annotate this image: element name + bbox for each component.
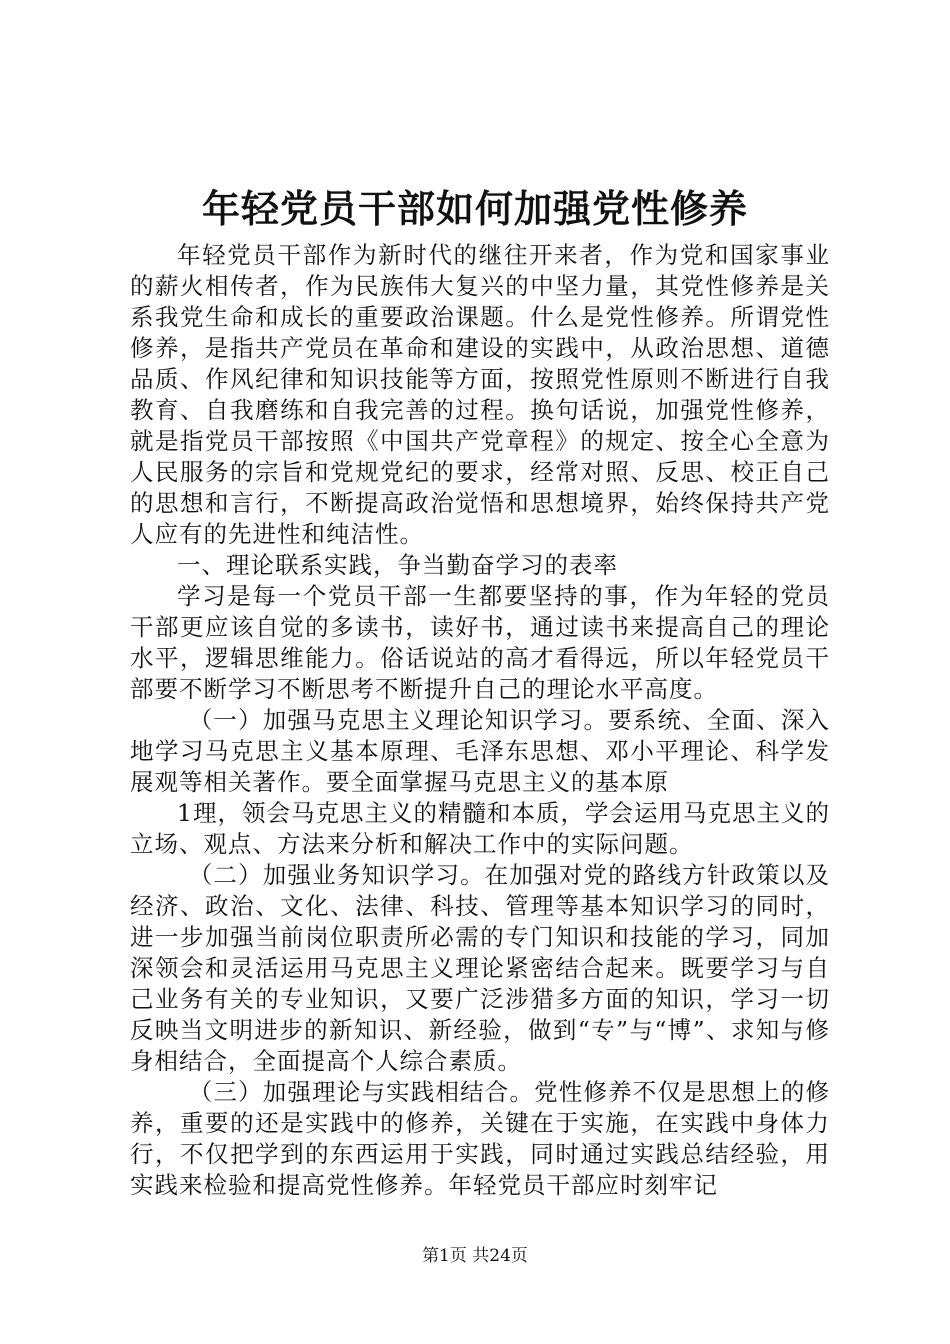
paragraph-intro: 年轻党员干部作为新时代的继往开来者，作为党和国家事业的薪火相传者，作为民族伟大复兴的中坚力量，其党性修养是关系我党生命和成长的重要政治课题。什么是党性修养。所谓党性修养，是指共产党员在革命和建设的实践中，从政治思想、道德品质、作风纪律和知识技能等方面，按照党性原则不断进行自我教育、自我磨练和自我完善的过程。换句话说，加强党性修养，就是指党员干部按照《中国共产党章程》的规定、按全心全意为人民服务的宗旨和党规党纪的要求，经常对照、反思、校正自己的思想和言行，不断提高政治觉悟和思想境界，始终保持共产党人应有的先进性和纯洁性。 [130,241,830,548]
page-number-footer: 第1页 共24页 [422,1246,528,1266]
document-title: 年轻党员干部如何加强党性修养 [201,186,748,231]
paragraph-subsection-1-continued: 1理，领会马克思主义的精髓和本质，学会运用马克思主义的立场、观点、方法来分析和解决工作中的实际问题。 [130,799,830,858]
paragraph-subsection-2: （二）加强业务知识学习。在加强对党的路线方针政策以及经济、政治、文化、法律、科技、管理等基本知识学习的同时，进一步加强当前岗位职责所必需的专门知识和技能的学习，同加深领会和灵活运用马克思主义理论紧密结合起来。既要学习与自己业务有关的专业知识，又要广泛涉猎多方面的知识，学习一切反映当文明进步的新知识、新经验，做到“专”与“博”、求知与修身相结合，全面提高个人综合素质。 [130,861,830,1075]
paragraph-subsection-3: （三）加强理论与实践相结合。党性修养不仅是思想上的修养，重要的还是实践中的修养，关键在于实施，在实践中身体力行，不仅把学到的东西运用于实践，同时通过实践总结经验，用实践来检验和提高党性修养。年轻党员干部应时刻牢记 [130,1078,830,1199]
paragraph-subsection-1: （一）加强马克思主义理论知识学习。要系统、全面、深入地学习马克思主义基本原理、毛泽东思想、邓小平理论、科学发展观等相关著作。要全面掌握马克思主义的基本原 [130,706,830,796]
paragraph-study: 学习是每一个党员干部一生都要坚持的事，作为年轻的党员干部更应该自觉的多读书，读好书，通过读书来提高自己的理论水平，逻辑思维能力。俗话说站的高才看得远，所以年轻党员干部要不断学习不断思考不断提升自己的理论水平高度。 [130,582,830,703]
document-body [130,240,830,1201]
section-heading-1: 一、理论联系实践，争当勤奋学习的表率 [177,551,618,579]
